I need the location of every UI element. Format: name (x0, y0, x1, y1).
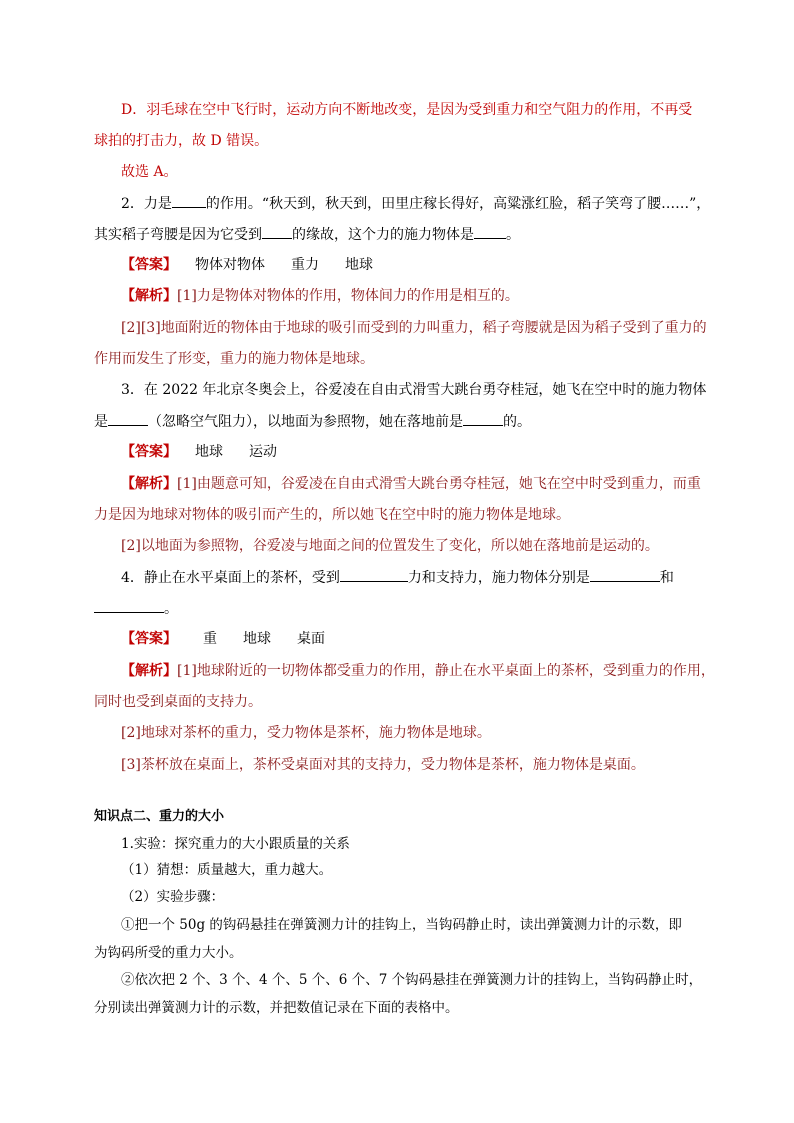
q3-analysis-label: 【解析】 (121, 476, 177, 492)
question-4-line-1 (121, 567, 674, 588)
q3-analysis-line-2: 力是因为地球对物体的吸引而产生的，所以她飞在空中时的施力物体是地球。 (94, 507, 570, 523)
q3-text-b: （忽略空气阻力），以地面为参照物，她在落地前是 (148, 414, 463, 430)
q3-answer-line (121, 442, 277, 462)
kp2-line-2: （1）猜想：质量越大，重力越大。 (121, 862, 333, 878)
q2-analysis-line-1 (121, 286, 519, 306)
q4-blank-2 (590, 567, 660, 582)
q4-analysis-line-3: [2]地球对茶杯的重力，受力物体是茶杯，施力物体是地球。 (121, 725, 491, 741)
q4-analysis-line-2: 同时也受到桌面的支持力。 (94, 694, 262, 710)
q4-answer-1: 重 (203, 631, 217, 647)
q2-text-c: 其实稻子弯腰是因为它受到 (94, 227, 262, 243)
q2-blank-3 (474, 224, 506, 239)
q2-text-a: 2．力是 (121, 196, 172, 212)
question-4-line-2 (94, 598, 178, 619)
question-2-line-2 (94, 224, 520, 245)
q3-blank-1 (108, 411, 148, 426)
q2-text-e: 。 (506, 227, 520, 243)
q4-text-a: 4．静止在水平桌面上的茶杯，受到 (121, 570, 340, 586)
q4-answer-2: 地球 (243, 631, 271, 647)
q3-answer-label: 【答案】 (121, 444, 177, 460)
q2-answer-1: 物体对物体 (195, 257, 265, 273)
q2-text-d: 的缘故，这个力的施力物体是 (292, 227, 474, 243)
q2-answer-line (121, 255, 373, 275)
q3-text-c: 的。 (503, 414, 531, 430)
choose-answer: 故选 A。 (121, 164, 178, 180)
q2-analysis-line-3: 作用而发生了形变，重力的施力物体是地球。 (94, 351, 374, 367)
q4-text-c: 和 (659, 570, 674, 586)
q4-blank-3 (94, 598, 164, 613)
q4-analysis-label: 【解析】 (121, 663, 177, 679)
q2-analysis-text-1: [1]力是物体对物体的作用，物体间力的作用是相互的。 (177, 288, 519, 304)
q4-answer-3: 桌面 (297, 631, 325, 647)
kp2-line-6: ②依次把 2 个、3 个、4 个、5 个、6 个、7 个钩码悬挂在弹簧测力计的挂钩上，当钩码静止时， (121, 972, 703, 988)
q2-analysis-line-2: [2][3]地面附近的物体由于地球的吸引而受到的力叫重力，稻子弯腰就是因为稻子受到了重力的 (121, 320, 707, 336)
q4-answer-line (121, 629, 325, 649)
q2-analysis-label: 【解析】 (121, 288, 177, 304)
q4-analysis-text-1: [1]地球附近的一切物体都受重力的作用，静止在水平桌面上的茶杯，受到重力的作用， (177, 663, 715, 679)
q4-text-d: 。 (164, 601, 178, 617)
q2-blank-1 (172, 193, 206, 208)
question-3-line-2 (94, 411, 531, 432)
q3-analysis-line-3: [2]以地面为参照物，谷爱凌与地面之间的位置发生了变化，所以她在落地前是运动的。 (121, 538, 659, 554)
q2-text-b: 的作用。“秋天到，秋天到，田里庄稼长得好，高粱涨红脸，稻子笑弯了腰……”， (205, 196, 711, 212)
q3-answer-2: 运动 (249, 444, 277, 460)
q4-text-b: 力和支持力，施力物体分别是 (407, 570, 590, 586)
kp2-line-4: ①把一个 50g 的钩码悬挂在弹簧测力计的挂钩上，当钩码静止时，读出弹簧测力计的示数，即 (121, 917, 682, 933)
q4-answer-label: 【答案】 (121, 631, 177, 647)
q2-answer-3: 地球 (345, 257, 373, 273)
kp2-line-1: 1.实验：探究重力的大小跟质量的关系 (121, 836, 350, 852)
q3-analysis-line-1 (121, 474, 701, 494)
kp2-line-5: 为钩码所受的重力大小。 (94, 945, 243, 961)
q3-answer-1: 地球 (195, 444, 223, 460)
knowledge-point-2-heading: 知识点二、重力的大小 (94, 809, 225, 824)
question-2-line-1 (121, 193, 710, 214)
option-d-line-2: 球拍的打击力，故 D 错误。 (94, 133, 269, 149)
q4-analysis-line-1 (121, 661, 715, 681)
q4-blank-1 (340, 567, 408, 582)
q2-answer-label: 【答案】 (121, 257, 177, 273)
option-d-line-1: D．羽毛球在空中飞行时，运动方向不断地改变，是因为受到重力和空气阻力的作用，不再受 (121, 102, 693, 118)
q3-blank-2 (463, 411, 503, 426)
q2-blank-2 (262, 224, 292, 239)
question-3-line-1: 3．在 2022 年北京冬奥会上，谷爱凌在自由式滑雪大跳台勇夺桂冠，她飞在空中时的施力物体 (121, 382, 707, 398)
q2-answer-2: 重力 (291, 257, 319, 273)
kp2-line-3: （2）实验步骤： (121, 889, 225, 905)
q4-analysis-line-4: [3]茶杯放在桌面上，茶杯受桌面对其的支持力，受力物体是茶杯，施力物体是桌面。 (121, 757, 645, 773)
q3-text-a: 是 (94, 414, 108, 430)
kp2-line-7: 分别读出弹簧测力计的示数，并把数值记录在下面的表格中。 (94, 1000, 459, 1016)
q3-analysis-text-1: [1]由题意可知，谷爱凌在自由式滑雪大跳台勇夺桂冠，她飞在空中时受到重力，而重 (177, 476, 701, 492)
